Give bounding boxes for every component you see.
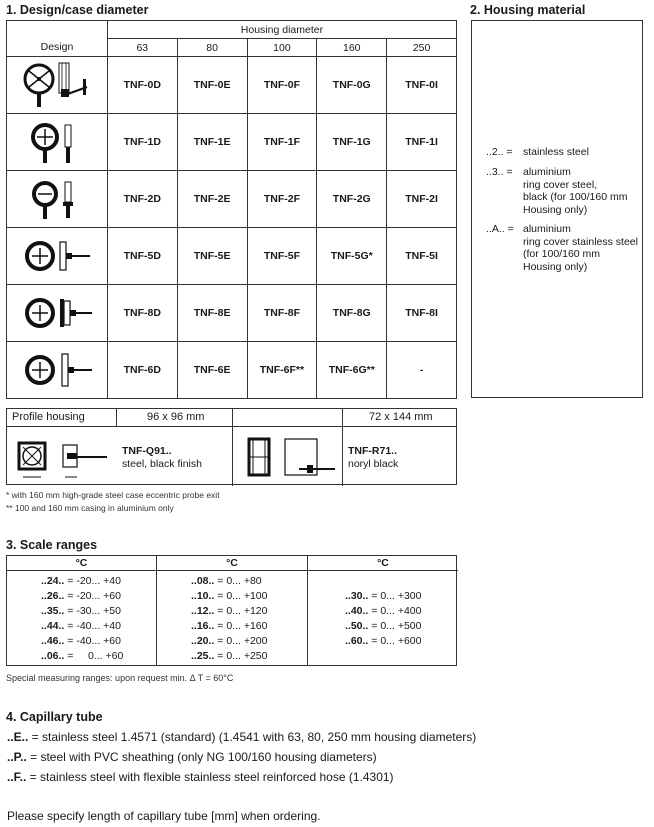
scale-row xyxy=(191,575,262,587)
scale-range: = 0... +600 xyxy=(368,635,422,647)
housing-diameter-header: Housing diameter xyxy=(107,21,456,39)
divider xyxy=(342,409,343,486)
scale-row xyxy=(345,590,422,602)
scale-range: = 0... +500 xyxy=(368,620,422,632)
material-code: ..2.. = xyxy=(486,146,513,158)
corner-cell xyxy=(7,21,108,39)
design-drawing xyxy=(7,57,108,114)
model-code: TNF-0E xyxy=(177,57,247,114)
material-item xyxy=(486,146,589,159)
material-code: ..A.. = xyxy=(486,223,514,235)
model-code: TNF-6F** xyxy=(247,342,317,399)
scale-row xyxy=(345,635,422,647)
section4-title: 4. Capillary tube xyxy=(6,710,103,724)
footnote-1: * with 160 mm high-grade steel case eccentric probe exit xyxy=(6,490,220,500)
scale-row xyxy=(191,650,268,662)
scale-row xyxy=(191,620,268,632)
scale-code: ..16.. xyxy=(191,620,215,632)
model-code: TNF-5F xyxy=(247,228,317,285)
capillary-code: ..F.. xyxy=(7,770,27,784)
design-header: Design xyxy=(7,39,108,57)
model-code: - xyxy=(387,342,457,399)
scale-range: = 0... +200 xyxy=(214,635,268,647)
capillary-code: ..E.. xyxy=(7,730,29,744)
scale-code: ..26.. xyxy=(41,590,65,602)
model-code: TNF-0I xyxy=(387,57,457,114)
model-code: TNF-6G** xyxy=(317,342,387,399)
capillary-option xyxy=(7,770,394,784)
scale-code: ..46.. xyxy=(41,635,65,647)
model-code: TNF-2E xyxy=(177,171,247,228)
model-code: TNF-8I xyxy=(387,285,457,342)
model-code: TNF-1D xyxy=(107,114,177,171)
scale-code: ..40.. xyxy=(345,605,369,617)
scale-code: ..20.. xyxy=(191,635,215,647)
scale-row xyxy=(41,590,121,602)
rect-housing-drawing xyxy=(239,431,339,483)
section1-title: 1. Design/case diameter xyxy=(6,3,149,17)
model-code: TNF-8F xyxy=(247,285,317,342)
scale-range: = 0... +100 xyxy=(214,590,268,602)
model-code: TNF-6D xyxy=(107,342,177,399)
material-item xyxy=(486,166,627,216)
design-drawing xyxy=(7,114,108,171)
table-row xyxy=(7,228,457,285)
profile-code-1: TNF-Q91.. xyxy=(122,445,172,457)
thermometer-bottom-mount-icon xyxy=(27,117,87,167)
capillary-desc: = stainless steel with flexible stainless steel reinforced hose (1.4301) xyxy=(26,770,394,784)
profile-housing-table xyxy=(6,408,457,485)
scale-row xyxy=(41,605,121,617)
table-row xyxy=(7,171,457,228)
scale-range: = -20... +60 xyxy=(64,590,121,602)
scale-code: ..60.. xyxy=(345,635,369,647)
unit-header: °C xyxy=(157,556,307,571)
material-desc: aluminium ring cover steel, black (for 100/160 mm Housing only) xyxy=(523,166,628,216)
scale-range: = 0... +80 xyxy=(214,575,262,587)
thermometer-back-mount-icon xyxy=(17,59,97,111)
scale-code: ..35.. xyxy=(41,605,65,617)
material-code: ..3.. = xyxy=(486,166,513,178)
ordering-note: Please specify length of capillary tube [mm] when ordering. xyxy=(7,809,321,823)
divider xyxy=(116,409,117,427)
scale-ranges-table xyxy=(6,555,457,666)
profile-size-96: 96 x 96 mm xyxy=(147,411,205,423)
profile-label: Profile housing xyxy=(12,411,85,423)
design-drawing xyxy=(7,228,108,285)
diameter-header: 250 xyxy=(387,39,457,57)
special-ranges-note: Special measuring ranges: upon request min. Δ T = 60°C xyxy=(6,673,234,683)
model-code: TNF-5D xyxy=(107,228,177,285)
model-code: TNF-0D xyxy=(107,57,177,114)
scale-code: ..12.. xyxy=(191,605,215,617)
square-housing-drawing xyxy=(15,433,110,483)
design-drawing xyxy=(7,171,108,228)
scale-row xyxy=(41,575,121,587)
model-code: TNF-2F xyxy=(247,171,317,228)
table-row xyxy=(7,285,457,342)
scale-row xyxy=(191,590,268,602)
model-code: TNF-5G* xyxy=(317,228,387,285)
scale-code: ..10.. xyxy=(191,590,215,602)
scale-range: = -40... +60 xyxy=(64,635,121,647)
table-row xyxy=(7,114,457,171)
scale-row xyxy=(345,605,422,617)
model-code: TNF-2G xyxy=(317,171,387,228)
material-item xyxy=(486,223,638,273)
capillary-code: ..P.. xyxy=(7,750,27,764)
material-desc: aluminium ring cover stainless steel (for 100/160 mm Housing only) xyxy=(523,223,638,273)
model-code: TNF-8D xyxy=(107,285,177,342)
scale-row xyxy=(191,605,268,617)
diameter-header: 160 xyxy=(317,39,387,57)
scale-range: = -20... +40 xyxy=(64,575,121,587)
scale-column xyxy=(157,556,308,665)
model-code: TNF-6E xyxy=(177,342,247,399)
model-code: TNF-2D xyxy=(107,171,177,228)
scale-range: = 0... +160 xyxy=(214,620,268,632)
profile-desc-2: noryl black xyxy=(348,458,399,470)
model-code: TNF-5E xyxy=(177,228,247,285)
unit-header: °C xyxy=(308,556,458,571)
model-code: TNF-1I xyxy=(387,114,457,171)
model-code: TNF-8E xyxy=(177,285,247,342)
thermometer-rear-bracket-icon xyxy=(20,350,94,390)
profile-size-72: 72 x 144 mm xyxy=(369,411,433,423)
design-drawing xyxy=(7,285,108,342)
design-table xyxy=(6,20,457,399)
capillary-desc: = steel with PVC sheathing (only NG 100/160 housing diameters) xyxy=(26,750,377,764)
scale-code: ..44.. xyxy=(41,620,65,632)
housing-material-box xyxy=(471,20,643,398)
model-code: TNF-1G xyxy=(317,114,387,171)
material-desc: stainless steel xyxy=(523,146,589,158)
scale-code: ..25.. xyxy=(191,650,215,662)
profile-desc-1: steel, black finish xyxy=(122,458,202,470)
scale-range: = 0... +60 xyxy=(64,650,124,662)
scale-code: ..06.. xyxy=(41,650,65,662)
profile-code-2: TNF-R71.. xyxy=(348,445,398,457)
scale-code: ..24.. xyxy=(41,575,65,587)
scale-column xyxy=(7,556,157,665)
scale-range: = 0... +400 xyxy=(368,605,422,617)
thermometer-rear-center-icon xyxy=(20,236,94,276)
capillary-option xyxy=(7,750,377,764)
diameter-header: 100 xyxy=(247,39,317,57)
model-code: TNF-0G xyxy=(317,57,387,114)
model-code: TNF-1E xyxy=(177,114,247,171)
section3-title: 3. Scale ranges xyxy=(6,538,98,552)
scale-range: = -30... +50 xyxy=(64,605,121,617)
scale-column xyxy=(308,556,458,665)
table-row xyxy=(7,57,457,114)
section2-title: 2. Housing material xyxy=(470,3,586,17)
scale-range: = 0... +120 xyxy=(214,605,268,617)
scale-row xyxy=(41,650,123,662)
model-code: TNF-1F xyxy=(247,114,317,171)
thermometer-bottom-flange-icon xyxy=(27,174,87,224)
divider xyxy=(232,409,233,486)
scale-range: = 0... +250 xyxy=(214,650,268,662)
model-code: TNF-5I xyxy=(387,228,457,285)
model-code: TNF-8G xyxy=(317,285,387,342)
scale-code: ..50.. xyxy=(345,620,369,632)
scale-row xyxy=(191,635,268,647)
capillary-option xyxy=(7,730,476,744)
table-row xyxy=(7,342,457,399)
scale-row xyxy=(345,620,422,632)
diameter-header: 80 xyxy=(177,39,247,57)
design-drawing xyxy=(7,342,108,399)
scale-range: = -40... +40 xyxy=(64,620,121,632)
footnote-2: ** 100 and 160 mm casing in aluminium only xyxy=(6,503,174,513)
scale-row xyxy=(41,635,121,647)
scale-range: = 0... +300 xyxy=(368,590,422,602)
model-code: TNF-0F xyxy=(247,57,317,114)
thermometer-rear-flange-icon xyxy=(20,293,94,333)
unit-header: °C xyxy=(7,556,156,571)
diameter-header: 63 xyxy=(107,39,177,57)
capillary-desc: = stainless steel 1.4571 (standard) (1.4541 with 63, 80, 250 mm housing diameters) xyxy=(28,730,477,744)
model-code: TNF-2I xyxy=(387,171,457,228)
scale-code: ..30.. xyxy=(345,590,369,602)
scale-code: ..08.. xyxy=(191,575,215,587)
scale-row xyxy=(41,620,121,632)
